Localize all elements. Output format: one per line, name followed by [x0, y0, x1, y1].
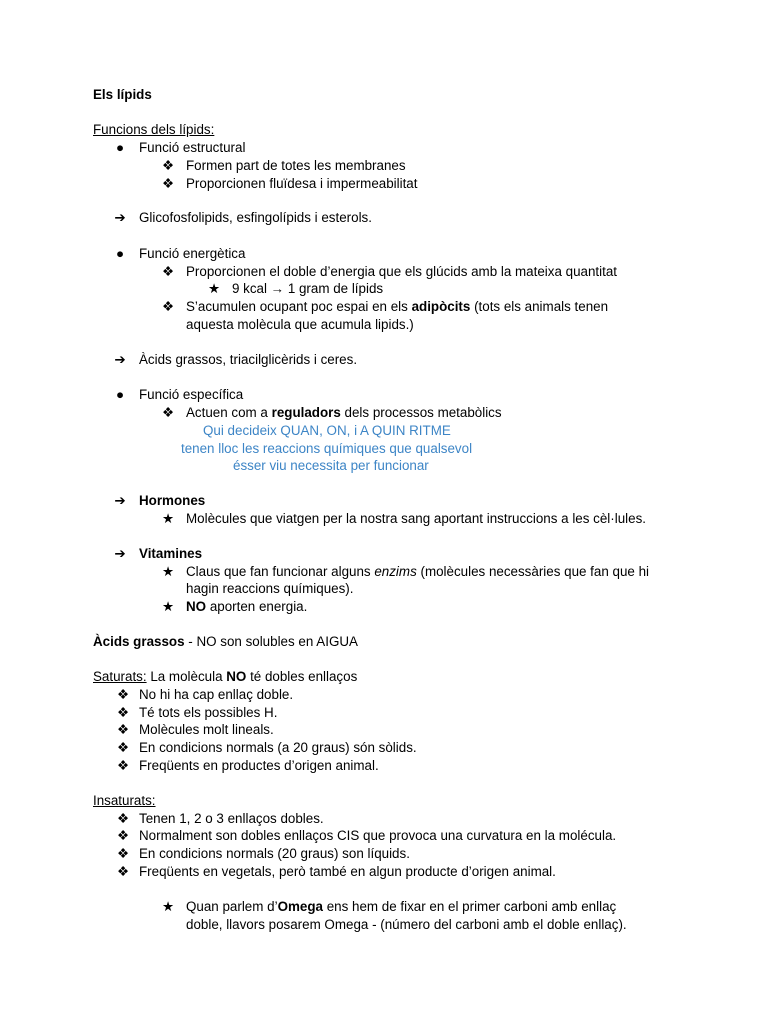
bullet-diamond-icon: ❖ [161, 176, 174, 191]
bullet-diamond-icon: ❖ [161, 264, 174, 279]
continuation-text: aquesta molècula que acumula lipids.) [186, 317, 414, 332]
bullet-diamond-icon: ❖ [116, 846, 129, 861]
insaturats-label: Insaturats: [93, 793, 156, 808]
note-text: ésser viu necessita per funcionar [233, 458, 429, 473]
bullet-diamond-icon: ❖ [116, 740, 129, 755]
list-item-text: Formen part de totes les membranes [186, 158, 406, 173]
bullet-star-icon: ★ [161, 564, 174, 579]
note-text: Qui decideix QUAN, ON, i A QUIN RITME [203, 423, 451, 438]
text-bold: NO [186, 599, 207, 614]
bullet-arrow-icon: ➔ [114, 546, 126, 561]
acids-bold: Àcids grassos [93, 634, 185, 649]
text-pre: S’acumulen ocupant poc espai en els [186, 299, 412, 314]
bullet-star-icon: ★ [161, 899, 174, 914]
text-post: té dobles enllaços [246, 669, 358, 684]
continuation-text: hagin reaccions químiques). [186, 581, 354, 596]
text-italic: enzims [374, 564, 417, 579]
bullet-diamond-icon: ❖ [161, 299, 174, 314]
bullet-star-icon: ★ [161, 599, 174, 614]
list-item-text: En condicions normals (a 20 graus) són sòlids. [139, 740, 417, 755]
bullet-diamond-icon: ❖ [116, 864, 129, 879]
bullet-star-icon: ★ [207, 281, 220, 296]
list-item-text: Freqüents en vegetals, però també en algun producte d’origen animal. [139, 864, 556, 879]
text-bold: Omega [277, 899, 323, 914]
list-item-text: En condicions normals (20 graus) son líquids. [139, 846, 410, 861]
text-bold: reguladors [271, 405, 341, 420]
list-item-text: No hi ha cap enllaç doble. [139, 687, 294, 702]
bullet-diamond-icon: ❖ [116, 687, 129, 702]
bullet-diamond-icon: ❖ [116, 705, 129, 720]
text-pre: Quan parlem d’ [186, 899, 278, 914]
bullet-diamond-icon: ❖ [161, 158, 174, 173]
bullet-diamond-icon: ❖ [161, 405, 174, 420]
list-item-text: Té tots els possibles H. [139, 705, 278, 720]
arrow-item-text: Àcids grassos, triacilglicèrids i ceres. [139, 352, 358, 367]
especifica-label: Funció específica [139, 387, 244, 402]
list-item-text: Molècules que viatgen per la nostra sang aportant instruccions a les cèl·lules. [186, 511, 646, 526]
text-post: aporten energia. [206, 599, 308, 614]
text-pre: La molècula [146, 669, 227, 684]
bullet-diamond-icon: ❖ [116, 758, 129, 773]
text-bold: adipòcits [411, 299, 471, 314]
list-item-text: Normalment son dobles enllaços CIS que provoca una curvatura en la molécula. [139, 828, 617, 843]
note-text: tenen lloc les reaccions químiques que qualsevol [181, 441, 473, 456]
bullet-diamond-icon: ❖ [116, 722, 129, 737]
kcal-value: 9 kcal [232, 281, 267, 296]
text-pre: Claus que fan funcionar alguns [186, 564, 375, 579]
acids-rest: - NO son solubles en AIGUA [184, 634, 358, 649]
bullet-diamond-icon: ❖ [116, 828, 129, 843]
text-bold: NO [226, 669, 247, 684]
text-post: (tots els animals tenen [470, 299, 609, 314]
bullet-dot-icon: ● [115, 246, 125, 261]
energetica-label: Funció energètica [139, 246, 246, 261]
list-item-text: Proporcionen el doble d’energia que els glúcids amb la mateixa quantitat [186, 264, 618, 279]
continuation-text: doble, llavors posarem Omega - (número del carboni amb el doble enllaç). [186, 917, 627, 932]
bullet-dot-icon: ● [115, 140, 125, 155]
list-item-text: Tenen 1, 2 o 3 enllaços dobles. [139, 811, 324, 826]
text-post: ens hem de fixar en el primer carboni amb enllaç [322, 899, 617, 914]
bullet-star-icon: ★ [161, 511, 174, 526]
vitamines-label: Vitamines [139, 546, 203, 561]
saturats-label: Saturats: [93, 669, 147, 684]
kcal-rest: → 1 gram de lípids [266, 281, 384, 296]
text-pre: Actuen com a [186, 405, 272, 420]
text-post: dels processos metabòlics [340, 405, 502, 420]
bullet-arrow-icon: ➔ [114, 352, 126, 367]
bullet-dot-icon: ● [115, 387, 125, 402]
list-item-text: Freqüents en productes d’origen animal. [139, 758, 379, 773]
funcions-heading-text: Funcions dels lípids: [93, 122, 215, 137]
hormones-label: Hormones [139, 493, 206, 508]
title-text: Els lípids [93, 87, 152, 102]
bullet-arrow-icon: ➔ [114, 493, 126, 508]
arrow-item-text: Glicofosfolipids, esfingolípids i esterols. [139, 210, 372, 225]
list-item-text: Molècules molt lineals. [139, 722, 274, 737]
bullet-diamond-icon: ❖ [116, 811, 129, 826]
bullet-arrow-icon: ➔ [114, 210, 126, 225]
estructural-label: Funció estructural [139, 140, 246, 155]
list-item-text: Proporcionen fluïdesa i impermeabilitat [186, 176, 418, 191]
text-post: (molècules necessàries que fan que hi [416, 564, 650, 579]
